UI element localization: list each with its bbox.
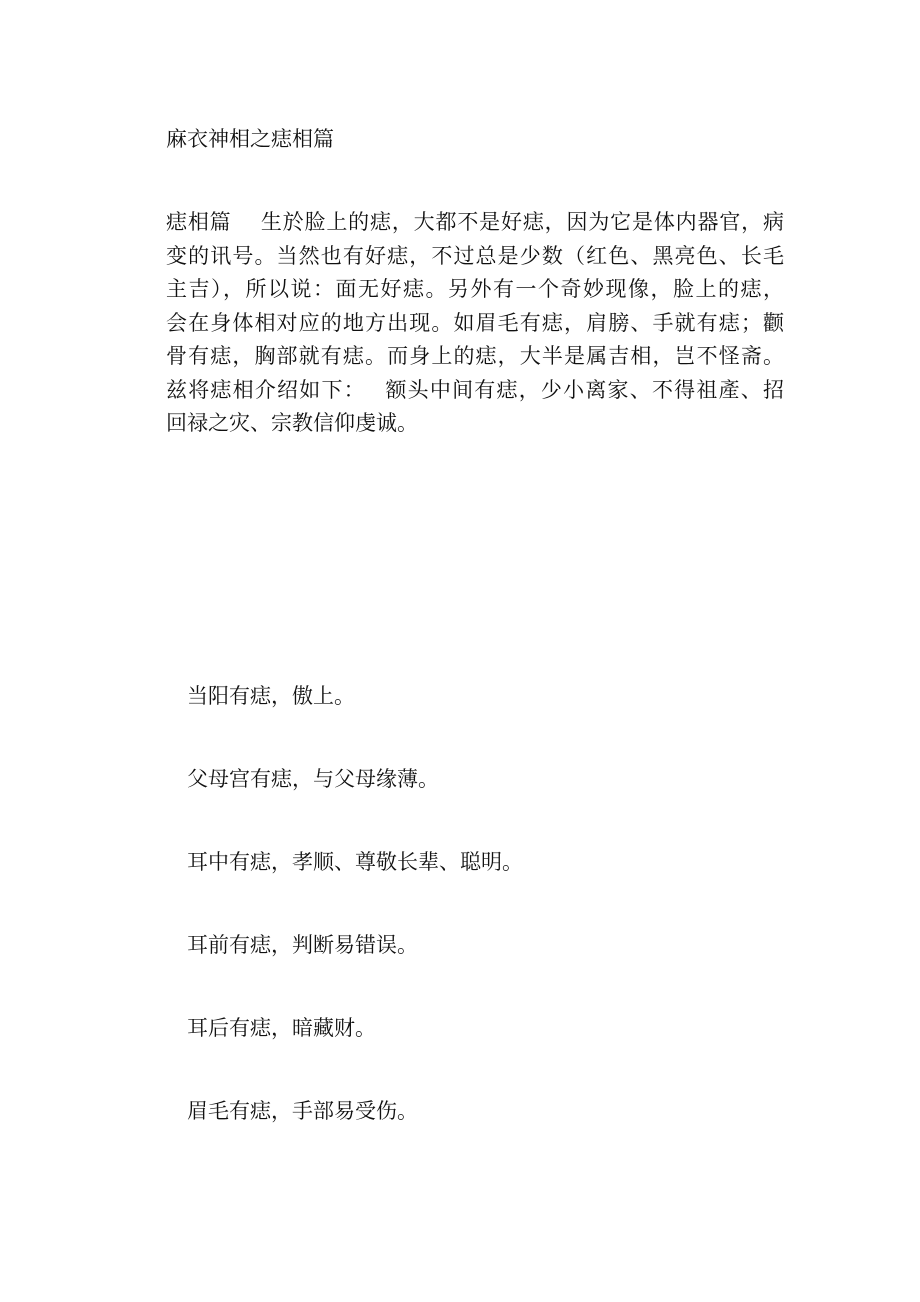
intro-line: 骨有痣，胸部就有痣。而身上的痣，大半是属吉相，岂不怪斋。 xyxy=(166,344,784,368)
list-item: 耳后有痣，暗藏财。 xyxy=(187,1016,376,1040)
intro-line: 兹将痣相介绍如下： 额头中间有痣，少小离家、不得祖產、招 xyxy=(166,377,784,402)
intro-line: 回禄之灾、宗教信仰虔诚。 xyxy=(166,411,418,435)
list-item: 眉毛有痣，手部易受伤。 xyxy=(187,1099,418,1123)
intro-line: 痣相篇 生於脸上的痣，大都不是好痣，因为它是体内器官，病 xyxy=(166,210,784,234)
list-item: 当阳有痣，傲上。 xyxy=(187,684,355,708)
list-item: 耳中有痣，孝顺、尊敬长辈、聪明。 xyxy=(187,850,523,874)
list-item: 父母宫有痣，与父母缘薄。 xyxy=(187,767,439,791)
intro-line: 会在身体相对应的地方出现。如眉毛有痣，肩膀、手就有痣；颧 xyxy=(166,310,784,335)
page-title: 麻衣神相之痣相篇 xyxy=(166,127,334,151)
intro-line: 主吉），所以说：面无好痣。另外有一个奇妙现像，脸上的痣， xyxy=(166,277,784,301)
list-item: 耳前有痣，判断易错误。 xyxy=(187,933,418,957)
intro-paragraph xyxy=(166,206,784,441)
intro-line: 变的讯号。当然也有好痣，不过总是少数（红色、黑亮色、长毛 xyxy=(166,243,784,268)
